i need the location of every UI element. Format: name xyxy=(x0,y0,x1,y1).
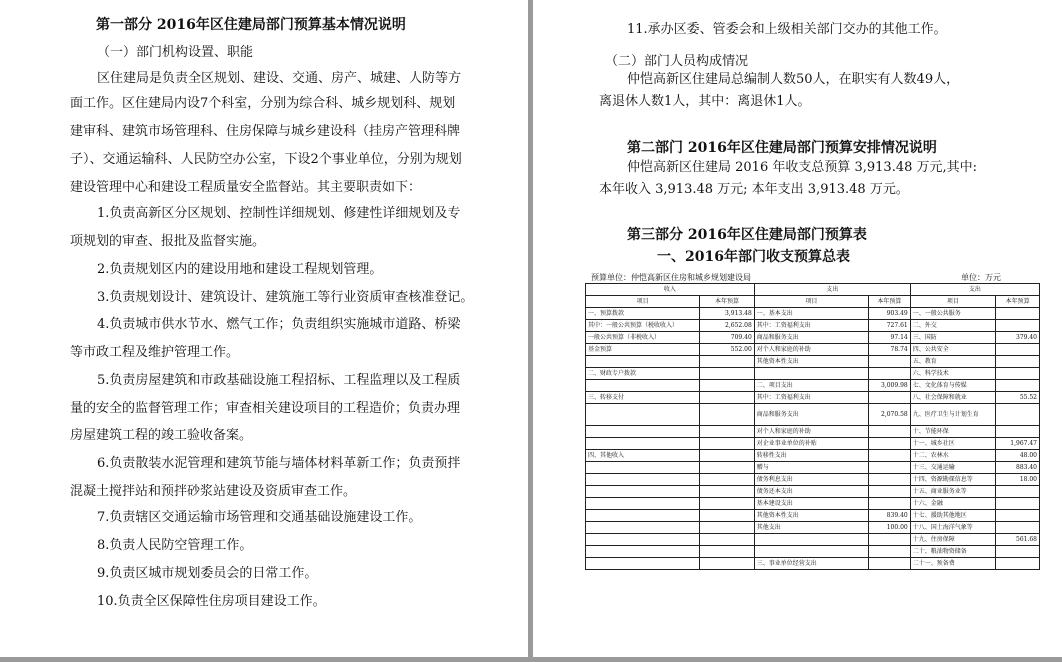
function-amount-cell xyxy=(996,426,1040,438)
table-row xyxy=(586,332,1040,344)
income-item-cell: 一般公共预算（非税收入） xyxy=(586,332,700,344)
income-item-cell: 三、转移支付 xyxy=(586,392,700,404)
table-row xyxy=(586,558,1040,570)
income-amount-cell xyxy=(700,510,754,522)
expense-item-cell: 三、事业单位经营支出 xyxy=(754,558,868,570)
table-row xyxy=(586,438,1040,450)
function-amount-cell: 1,967.47 xyxy=(996,438,1040,450)
staff-line-1: 仲恺高新区住建局总编制人数50人，在职实有人数49人， xyxy=(627,72,960,87)
intro-line: 建审科、建筑市场管理科、住房保障与城乡建设科（挂房产管理科牌 xyxy=(70,124,461,139)
income-amount-cell xyxy=(700,356,754,368)
section1-heading: （一）部门机构设置、职能 xyxy=(97,45,254,60)
function-item-cell: 十二、农林水 xyxy=(910,450,995,462)
table-title: 一、2016年部门收支预算总表 xyxy=(657,249,850,265)
function-amount-cell xyxy=(996,308,1040,320)
expense-amount-cell xyxy=(869,462,911,474)
income-item-cell xyxy=(586,510,700,522)
income-item-cell xyxy=(586,474,700,486)
table-row xyxy=(586,392,1040,404)
function-amount-cell xyxy=(996,558,1040,570)
function-item-cell: 八、社会保障和就业 xyxy=(910,392,995,404)
function-item-cell: 十八、国土海洋气象等 xyxy=(910,522,995,534)
function-amount-cell: 48.00 xyxy=(996,450,1040,462)
table-row xyxy=(586,404,1040,426)
expense-amount-cell: 97.14 xyxy=(869,332,911,344)
header-item: 项目 xyxy=(586,296,700,308)
expense-item-cell: 其中：工资福利支出 xyxy=(754,392,868,404)
part2-title: 第二部门 2016年区住建局部门预算安排情况说明 xyxy=(627,140,937,156)
expense-item-cell: 债务利息支出 xyxy=(754,474,868,486)
income-amount-cell: 3,913.48 xyxy=(700,308,754,320)
income-amount-cell xyxy=(700,380,754,392)
header-year-budget: 本年预算 xyxy=(869,296,911,308)
header-expense: 支出 xyxy=(754,284,910,296)
duty-item-line: 4.负责城市供水节水、燃气工作；负责组织实施城市道路、桥梁 xyxy=(97,317,461,332)
function-amount-cell: 883.40 xyxy=(996,462,1040,474)
income-item-cell xyxy=(586,558,700,570)
function-amount-cell xyxy=(996,356,1040,368)
expense-item-cell: 其他资本性支出 xyxy=(754,510,868,522)
table-row xyxy=(586,474,1040,486)
expense-item-cell: 赠与 xyxy=(754,462,868,474)
income-item-cell xyxy=(586,380,700,392)
income-item-cell xyxy=(586,498,700,510)
duty-item-line: 7.负责辖区交通运输市场管理和交通基础设施建设工作。 xyxy=(97,510,422,525)
expense-item-cell: 基本建设支出 xyxy=(754,498,868,510)
income-item-cell xyxy=(586,534,700,546)
function-amount-cell xyxy=(996,380,1040,392)
table-row xyxy=(586,344,1040,356)
function-item-cell: 九、医疗卫生与计划生育 xyxy=(910,404,995,426)
header-item: 项目 xyxy=(910,296,995,308)
function-item-cell: 十三、交通运输 xyxy=(910,462,995,474)
table-row xyxy=(586,510,1040,522)
expense-amount-cell xyxy=(869,534,911,546)
income-amount-cell xyxy=(700,438,754,450)
income-amount-cell xyxy=(700,404,754,426)
table-row xyxy=(586,486,1040,498)
duty-item-line: 5.负责房屋建筑和市政基础设施工程招标、工程监理以及工程质 xyxy=(97,373,461,388)
expense-amount-cell xyxy=(869,356,911,368)
function-item-cell: 四、公共安全 xyxy=(910,344,995,356)
income-item-cell: 其中：一般公共预算（税收收入） xyxy=(586,320,700,332)
currency-unit-label: 单位：万元 xyxy=(961,273,1001,282)
header-expense-function: 支出 xyxy=(910,284,1039,296)
income-amount-cell xyxy=(700,498,754,510)
income-item-cell xyxy=(586,486,700,498)
part1-title: 第一部分 2016年区住建局部门预算基本情况说明 xyxy=(96,17,406,33)
function-amount-cell xyxy=(996,546,1040,558)
table-row xyxy=(586,426,1040,438)
income-amount-cell xyxy=(700,546,754,558)
function-item-cell: 一、一般公共服务 xyxy=(910,308,995,320)
expense-item-cell: 其他资本性支出 xyxy=(754,356,868,368)
income-item-cell xyxy=(586,462,700,474)
income-amount-cell xyxy=(700,474,754,486)
duty-item-line: 8.负责人民防空管理工作。 xyxy=(97,538,253,553)
table-row xyxy=(586,462,1040,474)
income-item-cell xyxy=(586,356,700,368)
expense-amount-cell: 78.74 xyxy=(869,344,911,356)
duty-item-line: 2.负责规划区内的建设用地和建设工程规划管理。 xyxy=(97,262,383,277)
income-amount-cell xyxy=(700,368,754,380)
intro-line: 区住建局是负责全区规划、建设、交通、房产、城建、人防等方 xyxy=(97,71,462,86)
income-item-cell: 基金预算 xyxy=(586,344,700,356)
function-item-cell: 六、科学技术 xyxy=(910,368,995,380)
function-item-cell: 五、教育 xyxy=(910,356,995,368)
expense-item-cell xyxy=(754,546,868,558)
expense-item-cell: 转移性支出 xyxy=(754,450,868,462)
function-amount-cell xyxy=(996,368,1040,380)
function-item-cell: 十一、城乡社区 xyxy=(910,438,995,450)
table-row xyxy=(586,450,1040,462)
table-row xyxy=(586,380,1040,392)
expense-item-cell: 其他支出 xyxy=(754,522,868,534)
left-page xyxy=(0,0,528,657)
income-amount-cell xyxy=(700,392,754,404)
income-item-cell xyxy=(586,426,700,438)
header-item: 项目 xyxy=(754,296,868,308)
function-item-cell: 十四、资源勘探信息等 xyxy=(910,474,995,486)
expense-item-cell: 商品和服务支出 xyxy=(754,404,868,426)
income-amount-cell xyxy=(700,534,754,546)
expense-item-cell xyxy=(754,368,868,380)
expense-item-cell: 对企业事业单位的补贴 xyxy=(754,438,868,450)
duty-item-line: 3.负责规划设计、建筑设计、建筑施工等行业资质审查核准登记。 xyxy=(97,290,474,305)
duty-item-line: 房屋建筑工程的竣工验收备案。 xyxy=(70,428,253,443)
income-item-cell: 一、预算拨款 xyxy=(586,308,700,320)
table-row xyxy=(586,498,1040,510)
duty-item-line: 量的安全的监督管理工作；审查相关建设项目的工程造价；负责办理 xyxy=(70,401,461,416)
part2-line-2: 本年收入 3,913.48 万元; 本年支出 3,913.48 万元。 xyxy=(599,182,909,197)
expense-amount-cell xyxy=(869,368,911,380)
duty-item-line: 项规划的审查、报批及监督实施。 xyxy=(70,234,266,249)
header-year-budget: 本年预算 xyxy=(996,296,1040,308)
part3-title: 第三部分 2016年区住建局部门预算表 xyxy=(627,227,867,243)
expense-item-cell xyxy=(754,534,868,546)
expense-item-cell: 对个人和家庭的补助 xyxy=(754,426,868,438)
income-amount-cell: 709.40 xyxy=(700,332,754,344)
function-amount-cell xyxy=(996,498,1040,510)
expense-item-cell: 对个人和家庭的补助 xyxy=(754,344,868,356)
table-row xyxy=(586,308,1040,320)
duty-item-line: 1.负责高新区分区规划、控制性详细规划、修建性详细规划及专 xyxy=(97,206,461,221)
income-item-cell: 四、其他收入 xyxy=(586,450,700,462)
income-amount-cell: 2,652.08 xyxy=(700,320,754,332)
expense-amount-cell xyxy=(869,426,911,438)
expense-item-cell: 债务还本支出 xyxy=(754,486,868,498)
function-amount-cell: 55.52 xyxy=(996,392,1040,404)
income-item-cell xyxy=(586,522,700,534)
expense-amount-cell xyxy=(869,546,911,558)
income-amount-cell xyxy=(700,558,754,570)
part2-line-1: 仲恺高新区住建局 2016 年收支总预算 3,913.48 万元,其中: xyxy=(627,160,978,175)
function-item-cell: 七、文化体育与传媒 xyxy=(910,380,995,392)
expense-amount-cell: 2,070.58 xyxy=(869,404,911,426)
duty-item-line: 6.负责散装水泥管理和建筑节能与墙体材料革新工作；负责预拌 xyxy=(97,456,461,471)
income-amount-cell xyxy=(700,522,754,534)
intro-line: 子）、交通运输科、人民防空办公室，下设2个事业单位，分别为规划 xyxy=(70,152,462,167)
function-amount-cell xyxy=(996,404,1040,426)
expense-amount-cell xyxy=(869,392,911,404)
table-row xyxy=(586,368,1040,380)
function-amount-cell: 379.40 xyxy=(996,332,1040,344)
section2-heading: （二）部门人员构成情况 xyxy=(605,54,749,69)
expense-item-cell: 二、项目支出 xyxy=(754,380,868,392)
table-row xyxy=(586,534,1040,546)
expense-amount-cell xyxy=(869,438,911,450)
income-amount-cell xyxy=(700,450,754,462)
expense-item-cell: 其中：工资福利支出 xyxy=(754,320,868,332)
expense-amount-cell xyxy=(869,498,911,510)
function-amount-cell xyxy=(996,320,1040,332)
header-income: 收入 xyxy=(586,284,755,296)
intro-line: 建设管理中心和建设工程质量安全监督站。其主要职责如下： xyxy=(70,180,422,195)
duty-item-line: 等市政工程及维护管理工作。 xyxy=(70,345,240,360)
right-page xyxy=(533,0,1062,657)
table-row xyxy=(586,356,1040,368)
intro-line: 面工作。区住建局内设7个科室，分别为综合科、城乡规划科、规划 xyxy=(70,96,456,111)
function-amount-cell xyxy=(996,510,1040,522)
income-amount-cell: 552.00 xyxy=(700,344,754,356)
function-item-cell: 二十一、预备费 xyxy=(910,558,995,570)
function-item-cell: 十六、金融 xyxy=(910,498,995,510)
expense-amount-cell: 839.40 xyxy=(869,510,911,522)
function-amount-cell xyxy=(996,486,1040,498)
expense-amount-cell: 727.61 xyxy=(869,320,911,332)
function-item-cell: 二十、粮油物资储备 xyxy=(910,546,995,558)
table-row xyxy=(586,320,1040,332)
income-amount-cell xyxy=(700,426,754,438)
function-amount-cell: 561.68 xyxy=(996,534,1040,546)
expense-item-cell: 一、基本支出 xyxy=(754,308,868,320)
function-amount-cell xyxy=(996,522,1040,534)
function-item-cell: 三、国防 xyxy=(910,332,995,344)
function-amount-cell: 18.00 xyxy=(996,474,1040,486)
expense-amount-cell: 3,009.98 xyxy=(869,380,911,392)
expense-amount-cell xyxy=(869,558,911,570)
duty-item-line: 9.负责区城市规划委员会的日常工作。 xyxy=(97,566,318,581)
expense-amount-cell: 903.49 xyxy=(869,308,911,320)
income-item-cell: 二、财政专户拨款 xyxy=(586,368,700,380)
duty-item-11: 11.承办区委、管委会和上级相关部门交办的其他工作。 xyxy=(627,22,947,37)
table-row xyxy=(586,522,1040,534)
duty-item-line: 10.负责全区保障性住房项目建设工作。 xyxy=(97,594,326,609)
expense-amount-cell: 100.00 xyxy=(869,522,911,534)
income-item-cell xyxy=(586,546,700,558)
expense-amount-cell xyxy=(869,450,911,462)
income-item-cell xyxy=(586,438,700,450)
table-row xyxy=(586,546,1040,558)
income-amount-cell xyxy=(700,462,754,474)
income-item-cell xyxy=(586,404,700,426)
expense-amount-cell xyxy=(869,474,911,486)
function-item-cell: 二、外交 xyxy=(910,320,995,332)
function-item-cell: 十九、住房保障 xyxy=(910,534,995,546)
duty-item-line: 混凝土搅拌站和预拌砂浆站建设及资质审查工作。 xyxy=(70,484,357,499)
function-item-cell: 十、节能环保 xyxy=(910,426,995,438)
staff-line-2: 离退休人数1人，其中：离退休1人。 xyxy=(599,94,811,109)
function-item-cell: 十五、商业服务业等 xyxy=(910,486,995,498)
function-item-cell: 十七、援助其他地区 xyxy=(910,510,995,522)
budget-unit-label: 预算单位：仲恺高新区住房和城乡规划建设局 xyxy=(591,273,751,282)
expense-item-cell: 商品和服务支出 xyxy=(754,332,868,344)
expense-amount-cell xyxy=(869,486,911,498)
income-amount-cell xyxy=(700,486,754,498)
budget-summary-table xyxy=(585,283,1040,570)
function-amount-cell xyxy=(996,344,1040,356)
header-year-budget: 本年预算 xyxy=(700,296,754,308)
